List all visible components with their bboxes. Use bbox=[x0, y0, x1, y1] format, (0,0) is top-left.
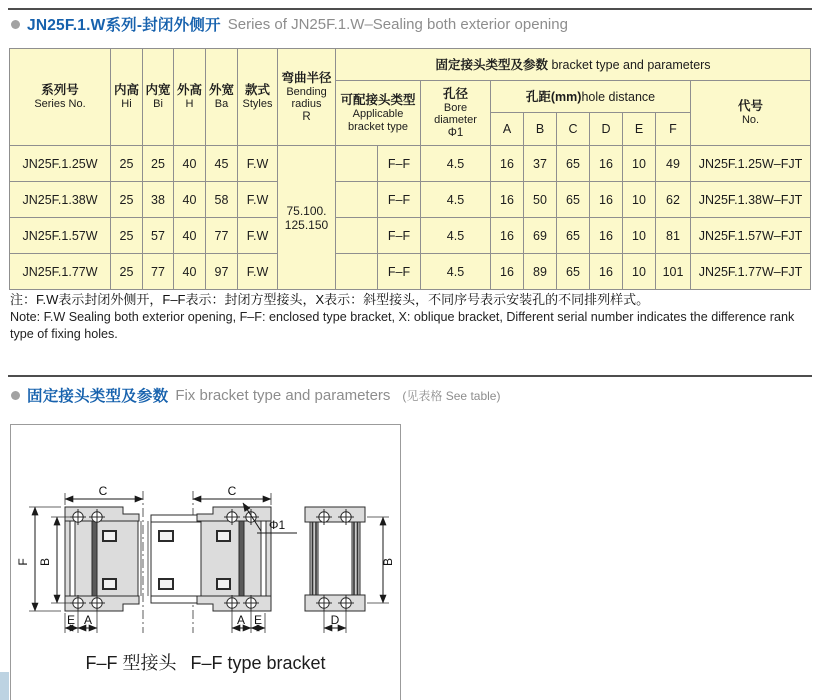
cell-code: JN25F.1.38W–FJT bbox=[691, 182, 811, 218]
zh-label: 固定接头类型及参数 bbox=[435, 57, 548, 72]
en-label: No. bbox=[741, 114, 760, 127]
bullet-icon bbox=[11, 391, 20, 400]
cell-bracket: F–F bbox=[378, 146, 421, 182]
cell-d: 16 bbox=[590, 254, 623, 290]
cell-series: JN25F.1.25W bbox=[10, 146, 111, 182]
dim-label-c-left: C bbox=[98, 484, 108, 498]
zh-label: 外高 bbox=[176, 83, 202, 98]
table-row bbox=[10, 218, 811, 254]
section1-title-en: Series of JN25F.1.W–Sealing both exterior opening bbox=[227, 15, 568, 33]
section2-title-note: (见表格 See table) bbox=[402, 388, 501, 403]
cell-bore: 4.5 bbox=[421, 254, 491, 290]
cell-bore: 4.5 bbox=[421, 218, 491, 254]
cell-bracket: F–F bbox=[378, 182, 421, 218]
zh-label: 可配接头类型 bbox=[340, 93, 416, 107]
cell-e: 10 bbox=[623, 182, 656, 218]
cell-series: JN25F.1.38W bbox=[10, 182, 111, 218]
cell-e: 10 bbox=[623, 254, 656, 290]
top-divider bbox=[8, 8, 812, 10]
cell-a: 16 bbox=[491, 218, 524, 254]
section2-title-zh: 固定接头类型及参数 bbox=[27, 388, 169, 405]
dim-label-b-left: B bbox=[38, 557, 52, 567]
bullet-icon bbox=[11, 20, 20, 29]
en-label: hole distance bbox=[581, 89, 656, 104]
col-header-inner-width bbox=[143, 49, 174, 146]
table-row bbox=[10, 146, 811, 182]
section-divider bbox=[8, 375, 812, 377]
symbol-label: R bbox=[302, 110, 311, 123]
en-label: Bending radius bbox=[286, 85, 327, 110]
cell-f: 49 bbox=[656, 146, 691, 182]
en-label: Applicable bracket type bbox=[348, 108, 408, 133]
cell-bracket: F–F bbox=[378, 254, 421, 290]
col-header-bending-radius bbox=[278, 49, 336, 146]
section1-title bbox=[11, 13, 568, 35]
section2-title-en: Fix bracket type and parameters bbox=[175, 386, 391, 404]
cell-ba: 58 bbox=[206, 182, 238, 218]
table-row bbox=[10, 182, 811, 218]
zh-label: 内高 bbox=[113, 83, 139, 98]
zh-label: 款式 bbox=[244, 83, 270, 98]
middle-link bbox=[151, 515, 201, 603]
cell-hi: 25 bbox=[111, 146, 143, 182]
col-header-d: D bbox=[590, 113, 623, 146]
dim-label-a-left: A bbox=[83, 613, 93, 627]
cell-series: JN25F.1.57W bbox=[10, 218, 111, 254]
cell-bi: 77 bbox=[143, 254, 174, 290]
en-label: Styles bbox=[242, 98, 273, 111]
cell-a: 16 bbox=[491, 182, 524, 218]
scan-artifact bbox=[0, 672, 9, 700]
cell-b: 69 bbox=[524, 218, 557, 254]
col-header-inner-height bbox=[111, 49, 143, 146]
cell-a: 16 bbox=[491, 254, 524, 290]
col-header-outer-width bbox=[206, 49, 238, 146]
zh-label: 弯曲半径 bbox=[281, 70, 332, 85]
note-zh: 注：F.W表示封闭外侧开，F–F表示：封闭方型接头，X表示：斜型接头，不同序号表示安装孔的不同排列样式。 bbox=[10, 292, 650, 307]
cell-bending-radius-merged bbox=[278, 146, 336, 290]
spacer-cell bbox=[336, 254, 378, 290]
cell-a: 16 bbox=[491, 146, 524, 182]
col-header-applicable-bracket bbox=[336, 81, 421, 146]
cell-ba: 97 bbox=[206, 254, 238, 290]
table-notes bbox=[10, 291, 812, 343]
cell-hi: 25 bbox=[111, 182, 143, 218]
col-header-series bbox=[10, 49, 111, 146]
left-bracket-view bbox=[65, 507, 148, 611]
dim-label-c-right: C bbox=[227, 484, 237, 498]
cell-bi: 38 bbox=[143, 182, 174, 218]
table-row bbox=[10, 254, 811, 290]
spacer-cell bbox=[336, 146, 378, 182]
col-header-bore-diameter bbox=[421, 81, 491, 146]
cell-e: 10 bbox=[623, 218, 656, 254]
bending-line1: 75.100. bbox=[286, 203, 327, 218]
cell-style: F.W bbox=[238, 254, 278, 290]
bracket-drawing-panel bbox=[10, 424, 401, 700]
cell-c: 65 bbox=[557, 218, 590, 254]
cell-hi: 25 bbox=[111, 254, 143, 290]
dim-label-b-right: B bbox=[381, 557, 395, 567]
cell-code: JN25F.1.25W–FJT bbox=[691, 146, 811, 182]
cell-hi: 25 bbox=[111, 218, 143, 254]
cell-c: 65 bbox=[557, 146, 590, 182]
drawing-caption bbox=[11, 649, 400, 675]
cell-c: 65 bbox=[557, 182, 590, 218]
en-label: Hi bbox=[121, 98, 132, 111]
spacer-cell bbox=[336, 182, 378, 218]
cell-style: F.W bbox=[238, 182, 278, 218]
cell-bi: 57 bbox=[143, 218, 174, 254]
col-header-c: C bbox=[557, 113, 590, 146]
cell-code: JN25F.1.57W–FJT bbox=[691, 218, 811, 254]
col-header-f: F bbox=[656, 113, 691, 146]
col-header-styles bbox=[238, 49, 278, 146]
spec-table bbox=[9, 48, 811, 290]
cell-h: 40 bbox=[174, 182, 206, 218]
symbol-label: Φ1 bbox=[447, 126, 464, 139]
cell-bore: 4.5 bbox=[421, 182, 491, 218]
dim-label-e-right: E bbox=[253, 613, 263, 627]
cell-b: 89 bbox=[524, 254, 557, 290]
dim-label-f: F bbox=[16, 558, 30, 566]
dim-label-phi1: Φ1 bbox=[268, 518, 286, 532]
cell-h: 40 bbox=[174, 218, 206, 254]
dim-label-e-left: E bbox=[66, 613, 76, 627]
en-label: Series No. bbox=[34, 98, 86, 111]
cell-h: 40 bbox=[174, 146, 206, 182]
col-header-e: E bbox=[623, 113, 656, 146]
dim-label-d: D bbox=[330, 613, 340, 627]
cell-d: 16 bbox=[590, 146, 623, 182]
cell-b: 37 bbox=[524, 146, 557, 182]
col-header-outer-height bbox=[174, 49, 206, 146]
en-label: Bi bbox=[153, 98, 163, 111]
col-header-b: B bbox=[524, 113, 557, 146]
en-label: Bore diameter bbox=[434, 101, 477, 126]
caption-en: F–F type bracket bbox=[190, 653, 326, 673]
zh-label: 系列号 bbox=[41, 83, 79, 98]
cell-e: 10 bbox=[623, 146, 656, 182]
cell-bi: 25 bbox=[143, 146, 174, 182]
section2-title bbox=[11, 384, 500, 406]
cell-c: 65 bbox=[557, 254, 590, 290]
cell-bracket: F–F bbox=[378, 218, 421, 254]
group-header-bracket bbox=[336, 49, 811, 81]
cell-ba: 77 bbox=[206, 218, 238, 254]
zh-label: 内宽 bbox=[145, 83, 171, 98]
spacer-cell bbox=[336, 218, 378, 254]
cell-code: JN25F.1.77W–FJT bbox=[691, 254, 811, 290]
bending-line2: 125.150 bbox=[284, 217, 329, 232]
cell-ba: 45 bbox=[206, 146, 238, 182]
cell-d: 16 bbox=[590, 182, 623, 218]
en-label: bracket type and parameters bbox=[547, 57, 711, 72]
col-header-a: A bbox=[491, 113, 524, 146]
cell-style: F.W bbox=[238, 218, 278, 254]
zh-label: 孔距(mm) bbox=[525, 89, 582, 104]
section1-title-zh: JN25F.1.W系列-封闭外侧开 bbox=[27, 17, 221, 34]
cell-f: 81 bbox=[656, 218, 691, 254]
note-en: Note: F.W Sealing both exterior opening, F–F: enclosed type bracket, X: oblique bracket, Different serial number indicates the difference rank type of fixing holes. bbox=[10, 310, 795, 341]
caption-zh: F–F 型接头 bbox=[85, 653, 177, 673]
en-label: Ba bbox=[214, 98, 229, 111]
cell-f: 101 bbox=[656, 254, 691, 290]
bracket-drawing bbox=[11, 441, 398, 647]
right-bracket-view bbox=[197, 507, 271, 611]
cell-style: F.W bbox=[238, 146, 278, 182]
en-label: H bbox=[185, 98, 194, 111]
cell-bore: 4.5 bbox=[421, 146, 491, 182]
cell-b: 50 bbox=[524, 182, 557, 218]
cell-series: JN25F.1.77W bbox=[10, 254, 111, 290]
group-header-hole-distance bbox=[491, 81, 691, 113]
cell-f: 62 bbox=[656, 182, 691, 218]
cell-d: 16 bbox=[590, 218, 623, 254]
side-view bbox=[305, 507, 365, 611]
zh-label: 外宽 bbox=[208, 83, 234, 98]
cell-h: 40 bbox=[174, 254, 206, 290]
zh-label: 孔径 bbox=[442, 86, 468, 101]
dim-label-a-right: A bbox=[236, 613, 246, 627]
zh-label: 代号 bbox=[738, 99, 764, 114]
col-header-code bbox=[691, 81, 811, 146]
